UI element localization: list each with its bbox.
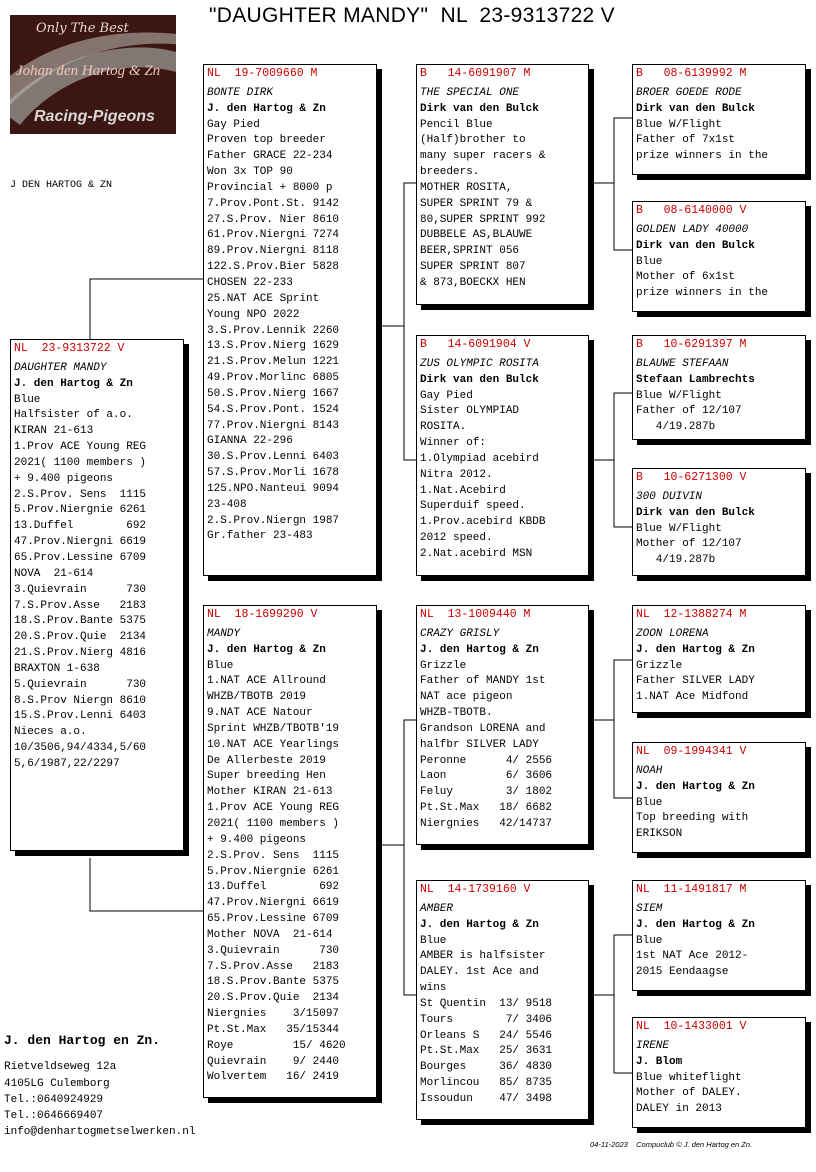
detail-line: Wolvertem 16/ 2419 [207, 1071, 340, 1084]
pigeon-owner: Stefaan Lambrechts [636, 373, 755, 386]
detail-line: Rietveldseweg 12a [4, 1061, 117, 1074]
ring-number: NL 13-1009440 M [420, 608, 531, 621]
detail-line: Blue W/Flight [636, 522, 722, 535]
pigeon-name: SIEM [636, 902, 663, 915]
detail-line: Nieces a.o. [14, 726, 87, 739]
pigeon-card-sire[interactable] [203, 64, 377, 576]
detail-line: 18.S.Prov.Bante 5375 [14, 615, 147, 628]
detail-line: 13.Duffel 692 [207, 881, 340, 894]
detail-line: Niergnies 42/14737 [420, 817, 553, 830]
detail-line: 1.Olympiad acebird [420, 452, 539, 465]
detail-line: prize winners in the [636, 287, 769, 300]
detail-line: 65.Prov.Lessine 6709 [14, 551, 147, 564]
pigeon-details [636, 659, 802, 707]
detail-line: 47.Prov.Niergni 6619 [207, 897, 340, 910]
detail-line: 20.S.Prov.Quie 2134 [14, 631, 147, 644]
detail-line: Grizzle [420, 659, 467, 672]
pigeon-name: IRENE [636, 1039, 670, 1052]
detail-line: 2015 Eendaagse [636, 966, 729, 979]
pigeon-owner: Dirk van den Bulck [420, 102, 539, 115]
ring-number: NL 12-1388274 M [636, 608, 747, 621]
detail-line: Grizzle [636, 659, 683, 672]
pigeon-owner: J. den Hartog & Zn [207, 643, 326, 656]
detail-line: + 9.400 pigeons [207, 833, 307, 846]
pigeon-details [207, 659, 373, 1087]
detail-line: GIANNA 22-296 [207, 435, 293, 448]
detail-line: SUPER SPRINT 807 [420, 261, 526, 274]
detail-line: WHZB-TBOTB. [420, 707, 493, 720]
detail-line: 2021( 1100 members ) [207, 817, 340, 830]
detail-line: Sister OLYMPIAD [420, 405, 520, 418]
detail-line: 7.S.Prov.Asse 2183 [14, 599, 147, 612]
detail-line: 1.NAT ACE Allround [207, 675, 326, 688]
detail-line: 65.Prov.Lessine 6709 [207, 913, 340, 926]
detail-line: Father GRACE 22-234 [207, 150, 333, 163]
pigeon-owner: J. den Hartog & Zn [636, 780, 755, 793]
detail-line: 10.NAT ACE Yearlings [207, 738, 340, 751]
detail-line: Halfsister of a.o. [14, 409, 133, 422]
detail-line: 1.Nat.Acebird [420, 484, 506, 497]
ring-number: NL 09-1994341 V [636, 745, 747, 758]
detail-line: NAT ace pigeon [420, 691, 513, 704]
detail-line: Gay Pied [420, 389, 473, 402]
pigeon-details [636, 522, 802, 570]
detail-line: Grandson LORENA and [420, 722, 546, 735]
detail-line: St Quentin 13/ 9518 [420, 997, 553, 1010]
pigeon-details [636, 389, 802, 437]
pigeon-details [420, 934, 585, 1108]
pigeon-details [420, 389, 585, 563]
detail-line: Blue [636, 796, 663, 809]
pigeon-card-sdd[interactable] [632, 468, 806, 576]
pigeon-details [636, 1071, 802, 1119]
detail-line: Proven top breeder [207, 134, 326, 147]
ring-number: B 14-6091907 M [420, 67, 531, 80]
pigeon-card-sire-sire[interactable] [416, 64, 589, 305]
detail-line: (Half)brother to [420, 134, 526, 147]
detail-line: Sprint WHZB/TBOTB'19 [207, 722, 340, 735]
pigeon-owner: Dirk van den Bulck [636, 239, 755, 252]
ring-number: NL 10-1433001 V [636, 1020, 747, 1033]
detail-line: 7.Prov.Pont.St. 9142 [207, 197, 340, 210]
detail-line: prize winners in the [636, 150, 769, 163]
detail-line: ERIKSON [636, 828, 683, 841]
pigeon-name: AMBER [420, 902, 454, 915]
detail-line: 47.Prov.Niergni 6619 [14, 536, 147, 549]
ring-number: NL 11-1491817 M [636, 883, 747, 896]
pigeon-name: BLAUWE STEFAAN [636, 357, 729, 370]
pigeon-card-sire-dam[interactable] [416, 335, 589, 576]
detail-line: 49.Prov.Morlinc 6805 [207, 372, 340, 385]
pigeon-details [420, 659, 585, 833]
pigeon-name: ZOON LORENA [636, 627, 709, 640]
contact-block [4, 1033, 195, 1141]
detail-line: Blue W/Flight [636, 389, 722, 402]
detail-line: 2.S.Prov.Niergn 1987 [207, 514, 340, 527]
detail-line: Mother of 6x1st [636, 271, 736, 284]
logo-subtitle: Racing-Pigeons [34, 108, 155, 125]
detail-line: 30.S.Prov.Lenni 6403 [207, 451, 340, 464]
detail-line: Bourges 36/ 4830 [420, 1061, 553, 1074]
detail-line: Blue [636, 934, 663, 947]
pigeon-owner: J. den Hartog & Zn [636, 643, 755, 656]
detail-line: Morlincou 85/ 8735 [420, 1077, 553, 1090]
detail-line: BEER,SPRINT 056 [420, 245, 520, 258]
logo-tagline: Only The Best [36, 21, 129, 36]
pigeon-details [636, 255, 802, 303]
ring-number: B 14-6091904 V [420, 338, 531, 351]
detail-line: 3.S.Prov.Lennik 2260 [207, 324, 340, 337]
detail-line: ROSITA. [420, 421, 467, 434]
ring-number: B 10-6291397 M [636, 338, 747, 351]
detail-line: Pt.St.Max 18/ 6682 [420, 802, 553, 815]
detail-line: 54.S.Prov.Pont. 1524 [207, 403, 340, 416]
pigeon-card-dam[interactable] [203, 605, 377, 1098]
pigeon-card-ddd[interactable] [632, 1017, 806, 1128]
detail-line: 1.NAT Ace Midfond [636, 691, 749, 704]
pigeon-owner: J. den Hartog & Zn [636, 918, 755, 931]
ring-number: B 08-6139992 M [636, 67, 747, 80]
detail-line: 77.Prov.Niergni 8143 [207, 419, 340, 432]
pigeon-card-sds[interactable] [632, 335, 806, 440]
pigeon-owner: J. den Hartog & Zn [207, 102, 326, 115]
detail-line: AMBER is halfsister [420, 950, 546, 963]
detail-line: BRAXTON 1-638 [14, 662, 100, 675]
detail-line: 89.Prov.Niergni 8118 [207, 245, 340, 258]
detail-line: 20.S.Prov.Quie 2134 [207, 992, 340, 1005]
pigeon-details [636, 118, 802, 166]
detail-line: Father of MANDY 1st [420, 675, 546, 688]
detail-line: MOTHER ROSITA, [420, 181, 513, 194]
detail-line: Blue W/Flight [636, 118, 722, 131]
pigeon-name: THE SPECIAL ONE [420, 86, 520, 99]
detail-line: 3.Quievrain 730 [14, 583, 147, 596]
detail-line: 8.S.Prov Niergn 8610 [14, 694, 147, 707]
pigeon-name: GOLDEN LADY 40000 [636, 223, 749, 236]
detail-line: Super breeding Hen [207, 770, 326, 783]
detail-line: Father SILVER LADY [636, 675, 755, 688]
pigeon-card-dsd[interactable] [632, 742, 806, 853]
pigeon-details [636, 934, 802, 982]
detail-line: + 9.400 pigeons [14, 472, 114, 485]
detail-line: Mother of 12/107 [636, 538, 742, 551]
detail-line: Tel.:0640924929 [4, 1093, 104, 1106]
detail-line: 61.Prov.Niergni 7274 [207, 229, 340, 242]
pigeon-details [420, 118, 585, 292]
detail-line: 27.S.Prov. Nier 8610 [207, 213, 340, 226]
detail-line: 18.S.Prov.Bante 5375 [207, 976, 340, 989]
detail-line: info@denhartogmetselwerken.nl [4, 1126, 196, 1139]
detail-line: Peronne 4/ 2556 [420, 754, 553, 767]
pigeon-card-dss[interactable] [632, 605, 806, 713]
detail-line: 57.S.Prov.Morli 1678 [207, 467, 340, 480]
pigeon-name: BROER GOEDE RODE [636, 86, 742, 99]
detail-line: 1.Prov.acebird KBDB [420, 516, 546, 529]
detail-line: Tours 7/ 3406 [420, 1013, 553, 1026]
detail-line: 25.NAT ACE Sprint [207, 292, 320, 305]
detail-line: Blue [420, 934, 447, 947]
detail-line: 2021( 1100 members ) [14, 456, 147, 469]
pigeon-owner: Dirk van den Bulck [636, 506, 755, 519]
detail-line: 9.NAT ACE Natour [207, 707, 313, 720]
page-title: "DAUGHTER MANDY" NL 23-9313722 V [209, 4, 615, 27]
detail-line: 23-408 [207, 498, 247, 511]
detail-line: 1st NAT Ace 2012- [636, 950, 749, 963]
pigeon-card-sss[interactable] [632, 64, 806, 175]
detail-line: 5.Prov.Niergnie 6261 [207, 865, 340, 878]
detail-line: Feluy 3/ 1802 [420, 786, 553, 799]
ring-number: B 08-6140000 V [636, 204, 747, 217]
pigeon-details [636, 796, 802, 844]
detail-line: 5,6/1987,22/2297 [14, 757, 120, 770]
detail-line: NOVA 21-614 [14, 567, 94, 580]
detail-line: Mother NOVA 21-614 [207, 928, 333, 941]
detail-line: Blue [14, 393, 41, 406]
detail-line: Blue whiteflight [636, 1071, 742, 1084]
detail-line: Issoudun 47/ 3498 [420, 1092, 553, 1105]
detail-line: DALEY. 1st Ace and [420, 966, 539, 979]
detail-line: Pt.St.Max 35/15344 [207, 1023, 340, 1036]
pigeon-name: MANDY [207, 627, 241, 640]
detail-line: & 873,BOECKX HEN [420, 276, 526, 289]
pigeon-card-dds[interactable] [632, 880, 806, 991]
detail-line: 3.Quievrain 730 [207, 944, 340, 957]
detail-line: 122.S.Prov.Bier 5828 [207, 261, 340, 274]
detail-line: 1.Prov ACE Young REG [207, 802, 340, 815]
detail-line: 7.S.Prov.Asse 2183 [207, 960, 340, 973]
detail-line: DALEY in 2013 [636, 1103, 722, 1116]
detail-line: KIRAN 21-613 [14, 425, 94, 438]
detail-line: Roye 15/ 4620 [207, 1039, 346, 1052]
detail-line: many super racers & [420, 150, 546, 163]
detail-line: 2.Nat.acebird MSN [420, 547, 533, 560]
ring-number: NL 18-1699290 V [207, 608, 318, 621]
ring-number: NL 19-7009660 M [207, 67, 318, 80]
detail-line: SUPER SPRINT 79 & [420, 197, 533, 210]
ring-number: B 10-6271300 V [636, 471, 747, 484]
detail-line: Top breeding with [636, 812, 749, 825]
ring-number: NL 23-9313722 V [14, 342, 125, 355]
detail-line: Winner of: [420, 437, 487, 450]
detail-line: 2.S.Prov. Sens 1115 [14, 488, 147, 501]
detail-line: 80,SUPER SPRINT 992 [420, 213, 546, 226]
detail-line: Mother KIRAN 21-613 [207, 786, 333, 799]
detail-line: Provincial + 8000 p [207, 181, 333, 194]
pigeon-details [14, 393, 180, 773]
breeder-name-small: J DEN HARTOG & ZN [10, 180, 113, 191]
detail-line: 13.S.Prov.Nierg 1629 [207, 340, 340, 353]
detail-line: 4/19.287b [636, 554, 716, 567]
detail-line: breeders. [420, 166, 480, 179]
detail-line: De Allerbeste 2019 [207, 754, 326, 767]
detail-line: 5.Prov.Niergnie 6261 [14, 504, 147, 517]
detail-line: Niergnies 3/15097 [207, 1008, 340, 1021]
detail-line: halfbr SILVER LADY [420, 738, 539, 751]
pigeon-name: CRAZY GRISLY [420, 627, 500, 640]
pigeon-owner: J. den Hartog & Zn [420, 643, 539, 656]
detail-line: Blue [636, 255, 663, 268]
detail-line: 10/3506,94/4334,5/60 [14, 742, 147, 755]
detail-line: Father of 7x1st [636, 134, 736, 147]
detail-line: 125.NPO.Nanteui 9094 [207, 482, 340, 495]
detail-line: Mother of DALEY. [636, 1087, 742, 1100]
pigeon-name: DAUGHTER MANDY [14, 361, 107, 374]
detail-line: 21.S.Prov.Melun 1221 [207, 356, 340, 369]
detail-line: 13.Duffel 692 [14, 520, 147, 533]
detail-line: Gay Pied [207, 118, 260, 131]
detail-line: 15.S.Prov.Lenni 6403 [14, 710, 147, 723]
detail-line: Father of 12/107 [636, 405, 742, 418]
detail-line: DUBBELE AS,BLAUWE [420, 229, 533, 242]
pigeon-card-dam-dam[interactable] [416, 880, 589, 1120]
pigeon-card-dam-sire[interactable] [416, 605, 589, 845]
detail-line: Quievrain 9/ 2440 [207, 1055, 340, 1068]
detail-line: Gr.father 23-483 [207, 530, 313, 543]
pigeon-owner: J. den Hartog & Zn [420, 918, 539, 931]
pigeon-owner: J. den Hartog & Zn [14, 377, 133, 390]
pigeon-name: ZUS OLYMPIC ROSITA [420, 357, 539, 370]
contact-name: J. den Hartog en Zn. [4, 1033, 161, 1048]
detail-line: Tel.:0646669407 [4, 1110, 104, 1123]
detail-line: 2012 speed. [420, 532, 493, 545]
pigeon-card-subject[interactable] [10, 339, 184, 851]
detail-line: 2.S.Prov. Sens 1115 [207, 849, 340, 862]
pigeon-name: NOAH [636, 764, 663, 777]
pigeon-card-ssd[interactable] [632, 201, 806, 312]
detail-line: Blue [207, 659, 234, 672]
detail-line: Won 3x TOP 90 [207, 166, 293, 179]
contact-details [4, 1059, 195, 1140]
detail-line: 4105LG Culemborg [4, 1077, 110, 1090]
detail-line: Laon 6/ 3606 [420, 770, 553, 783]
detail-line: Nitra 2012. [420, 468, 493, 481]
detail-line: 5.Quievrain 730 [14, 678, 147, 691]
detail-line: 1.Prov ACE Young REG [14, 441, 147, 454]
detail-line: Superduif speed. [420, 500, 526, 513]
pigeon-owner: Dirk van den Bulck [420, 373, 539, 386]
footer-credit: 04-11-2023 Compuclub © J. den Hartog en Zn. [590, 1140, 753, 1149]
detail-line: WHZB/TBOTB 2019 [207, 691, 307, 704]
pigeon-owner: Dirk van den Bulck [636, 102, 755, 115]
detail-line: wins [420, 982, 447, 995]
detail-line: 21.S.Prov.Nierg 4816 [14, 647, 147, 660]
detail-line: CHOSEN 22-233 [207, 276, 293, 289]
detail-line: Pt.St.Max 25/ 3631 [420, 1045, 553, 1058]
detail-line: Orleans S 24/ 5546 [420, 1029, 553, 1042]
detail-line: Young NPO 2022 [207, 308, 300, 321]
detail-line: 50.S.Prov.Nierg 1667 [207, 387, 340, 400]
pigeon-details [207, 118, 373, 546]
ring-number: NL 14-1739160 V [420, 883, 531, 896]
detail-line: 4/19.287b [636, 421, 716, 434]
pigeon-name: BONTE DIRK [207, 86, 274, 99]
pigeon-name: 300 DUIVIN [636, 490, 703, 503]
pigeon-owner: J. Blom [636, 1055, 683, 1068]
detail-line: Pencil Blue [420, 118, 493, 131]
logo-name: Johan den Hartog & Zn [16, 63, 161, 79]
